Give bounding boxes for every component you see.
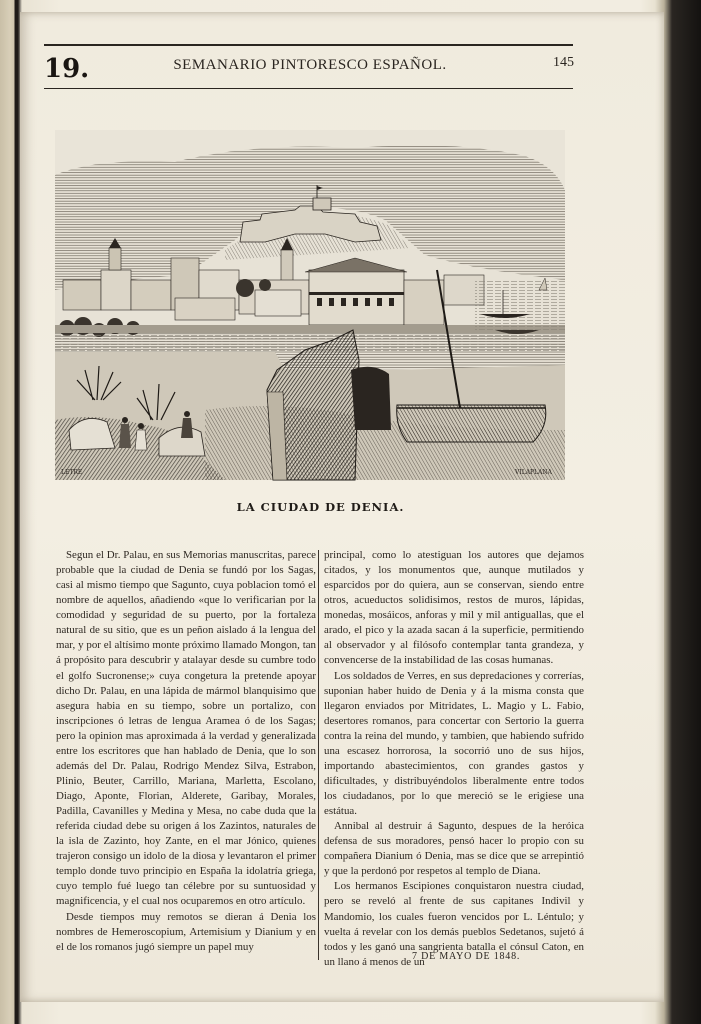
- church-tower: [109, 248, 121, 270]
- paragraph: Los soldados de Verres, en sus depredaciones y correrías, suponian haber huido de Denia y á la misma consta que llegaron enviados por Mitridates, L. Magio y L. Fabio, desertores romanos, para concertar con Sertorio la guerra contra la reina del mundo, y tambien, que habiendo sufrido una escasez horrorosa, la socorrió uno de sus hijos, importando abastecimientos, con grandes gastos y dificultades, y distribuyéndolos liberalmente entre todos los ciudadanos, por lo que mereció se le erigiese una estátua.: [324, 669, 584, 818]
- paragraph: Segun el Dr. Palau, en sus Memorias manuscritas, parece probable que la ciudad de Denia se fundó por los Sagas, casi al mismo tiempo que Sagunto, cuya poblacion tomó el nombre de aquellos, añadiendo «que lo verificarian por la comodidad y seguridad de su puerto, por la fortaleza natural de su sitio, que es un peñon aislado á la lengua del mar, y por el altísimo monte próximo llamado Mongon, tan á propósito para descubrir y atalayar desde su cumbre todo el golfo Sucronense;» cuya congetura la pretende apoyar dicho Dr. Palau, en una lápida de mármol blanquisimo que asegura habia en su tiempo, sobre un portalizo, con inscripciones ó letras de lengua Aramea ó de los Sagas; pero la opinion mas aproximada á la verdad y generalizada entre los escritores que han hablado de Denia, que lo son además del Dr. Palau, Rodrigo Mendez Silva, Estrabon, Plinio, Beuter, Carrillo, Mariana, Marletta, Escolano, Diago, Aponte, Florian, Alderete, Garibay, Morales, Padilla, Cavanilles y Medina y Mesa, no cabe duda que la referida ciudad debe su origen á los Zazintos, naturales de la isla de Zazinto, hoy Zante, en el mar Jónico, quienes trajeron consigo un idolo de la diosa y levantaron el primer templo donde tuvo principio en España la idolatría griega, cuyo templo fué luego tan célebre por su suntuosidad y magnificencia, y el cual nos ocuparemos en otro artículo.: [56, 549, 316, 908]
- publication-date: 7 DE MAYO DE 1848.: [412, 951, 521, 962]
- sea: [475, 280, 565, 330]
- paragraph: Desde tiempos muy remotos se dieran á Denia los nombres de Hemeroscopium, Artemisium y Dianium y en el de los romanos jugó siempre un papel muy: [56, 910, 316, 953]
- denia-engraving: [55, 130, 565, 480]
- header-rule-top: [44, 44, 573, 46]
- article-column-right: [324, 548, 584, 968]
- paragraph: principal, como lo atestiguan los autores que dejamos citados, y los monumentos que, aunque mutilados y esparcidos por do quiera, aun se conservan, siendo entre otros, acueductos solidisimos, restos de muros, lápidas, monedas, mosáicos, anforas y mil y mil antiguallas, que el arado, el pico y la azada sacan á la superficie, permitiendo al observador y al filósofo contemplar tanta grandeza, y convencerse de la instabilidad de las cosas humanas.: [324, 549, 584, 667]
- journal-title: SEMANARIO PINTORESCO ESPAÑOL.: [173, 57, 447, 73]
- issue-number: 19.: [44, 54, 90, 84]
- illustration-caption: LA CIUDAD DE DENIA.: [236, 500, 405, 514]
- engraver-signature-left: LETRE: [61, 469, 83, 476]
- paragraph: Los hermanos Escipiones conquistaron nuestra ciudad, pero se reveló al frente de sus capitanes Indivil y Mandomio, los cuales fueron vencidos por L. Léntulo; y vuelta á revelar con los demás pueblos Sedetanos, sujetó á todos y les ganó una sangrienta batalla el cónsul Caton, en un llano á menos de un: [324, 880, 584, 968]
- article-column-left: [56, 548, 316, 960]
- paragraph: Annibal al destruir á Sagunto, despues de la heróica defensa de sus moradores, pensó hacer lo propio con su compañera Dianium ó Denia, mas se dice que se arrepintió y que la perdonó por respetos al templo de Diana.: [324, 820, 584, 878]
- column-divider: [318, 550, 319, 960]
- header-rule-bottom: [44, 88, 573, 89]
- large-building: [309, 270, 404, 325]
- page-number: 145: [553, 55, 574, 70]
- engraver-signature-right: VILAPLANA: [515, 469, 552, 476]
